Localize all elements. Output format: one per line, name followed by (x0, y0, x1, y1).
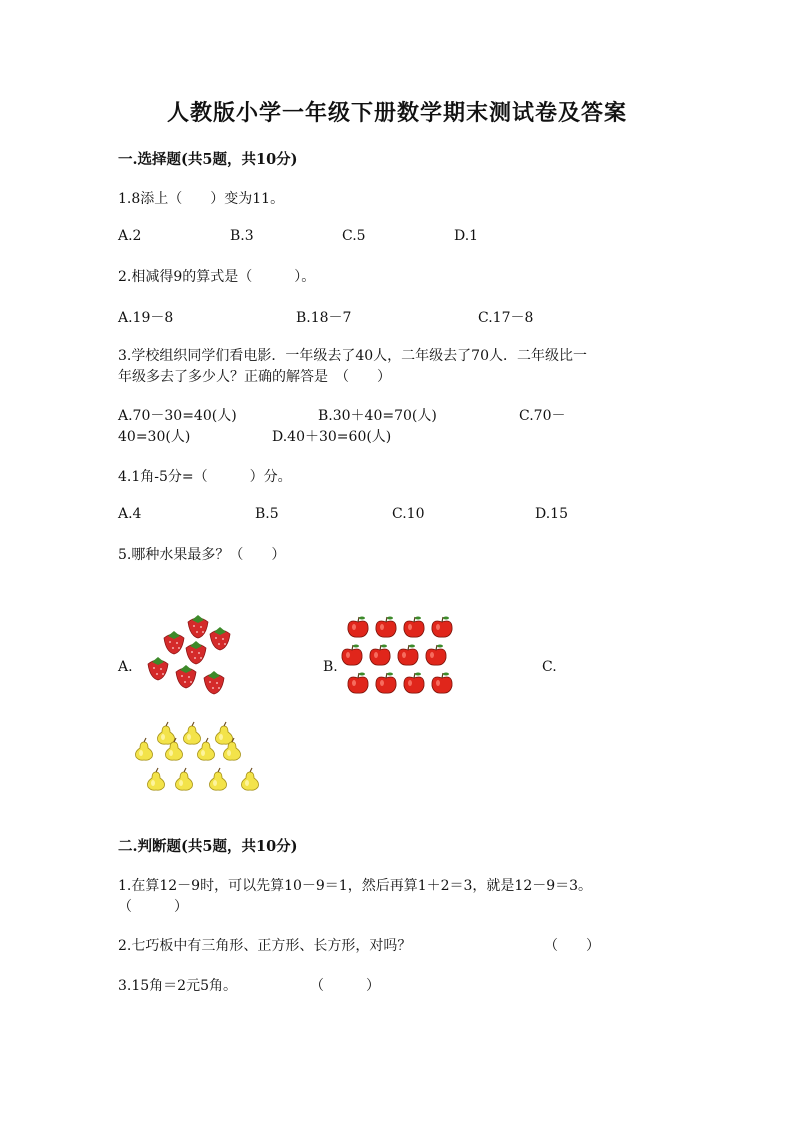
q5-option-b: B. (323, 659, 338, 675)
q3-option-b: B.30＋40=70(人) (318, 408, 437, 424)
apple-icon (342, 645, 362, 666)
apple-icon (432, 617, 452, 638)
strawberry-icon (164, 631, 184, 654)
apple-icon (376, 673, 396, 694)
q3-option-d: D.40＋30=60(人) (272, 429, 392, 445)
apple-icon (398, 645, 418, 666)
q4-option-a: A.4 (118, 506, 142, 522)
pear-icon (176, 768, 193, 790)
apple-icon (404, 673, 424, 694)
q2-option-c: C.17－8 (478, 310, 534, 326)
question-1-stem: 1.8添上（ ）变为11。 (118, 191, 285, 207)
q1-option-a: A.2 (118, 228, 142, 244)
question-5-stem: 5.哪种水果最多？（ ） (118, 547, 286, 563)
q3-option-a: A.70－30=40(人) (118, 408, 237, 424)
judge-1-blank: （ ） (118, 899, 188, 915)
q3-option-c: C.70－ (519, 408, 566, 424)
strawberry-group-image (140, 612, 240, 694)
q1-option-c: C.5 (342, 228, 366, 244)
pear-group-image (130, 722, 265, 794)
q2-option-a: A.19－8 (118, 310, 174, 326)
q1-option-b: B.3 (230, 228, 254, 244)
q4-option-d: D.15 (535, 506, 568, 522)
strawberry-icon (176, 665, 196, 688)
apple-icon (426, 645, 446, 666)
strawberry-icon (210, 627, 230, 650)
q5-option-a: A. (118, 659, 133, 675)
pear-icon (136, 738, 153, 760)
pear-icon (242, 768, 259, 790)
apple-icon (376, 617, 396, 638)
pear-icon (210, 768, 227, 790)
pear-icon (184, 722, 201, 744)
section2-heading: 二.判断题(共5题，共10分) (118, 838, 298, 855)
q1-option-d: D.1 (454, 228, 479, 244)
question-2-stem: 2.相减得9的算式是（ ）。 (118, 269, 316, 285)
q5-option-c: C. (542, 659, 557, 675)
page-title: 人教版小学一年级下册数学期末测试卷及答案 (166, 100, 627, 126)
strawberry-icon (186, 641, 206, 664)
q4-option-b: B.5 (255, 506, 279, 522)
apple-icon (348, 617, 368, 638)
judge-3-text: 3.15角＝2元5角。 (118, 978, 237, 994)
section1-heading: 一.选择题(共5题，共10分) (118, 151, 298, 168)
apple-group-image (342, 616, 457, 696)
strawberry-icon (188, 615, 208, 638)
q2-option-b: B.18－7 (296, 310, 352, 326)
question-3-stem-line1: 3.学校组织同学们看电影．一年级去了40人，二年级去了70人．二年级比一 (118, 348, 587, 364)
judge-3-blank: （ ） (310, 978, 380, 994)
q3-option-c-cont: 40=30(人) (118, 429, 191, 445)
apple-icon (348, 673, 368, 694)
strawberry-icon (204, 671, 224, 694)
pear-icon (216, 722, 233, 744)
judge-1-line1: 1.在算12－9时，可以先算10－9＝1，然后再算1＋2＝3，就是12－9＝3。 (118, 878, 593, 894)
question-3-stem-line2: 年级多去了多少人？正确的解答是 （ ） (118, 369, 391, 385)
apple-icon (432, 673, 452, 694)
strawberry-icon (148, 657, 168, 680)
pear-icon (148, 768, 165, 790)
pear-icon (158, 722, 175, 744)
apple-icon (370, 645, 390, 666)
judge-2-blank: （ ） (544, 938, 600, 954)
question-4-stem: 4.1角-5分=（ ）分。 (118, 469, 292, 485)
apple-icon (404, 617, 424, 638)
judge-2-text: 2.七巧板中有三角形、正方形、长方形，对吗？ (118, 938, 412, 954)
q4-option-c: C.10 (392, 506, 425, 522)
